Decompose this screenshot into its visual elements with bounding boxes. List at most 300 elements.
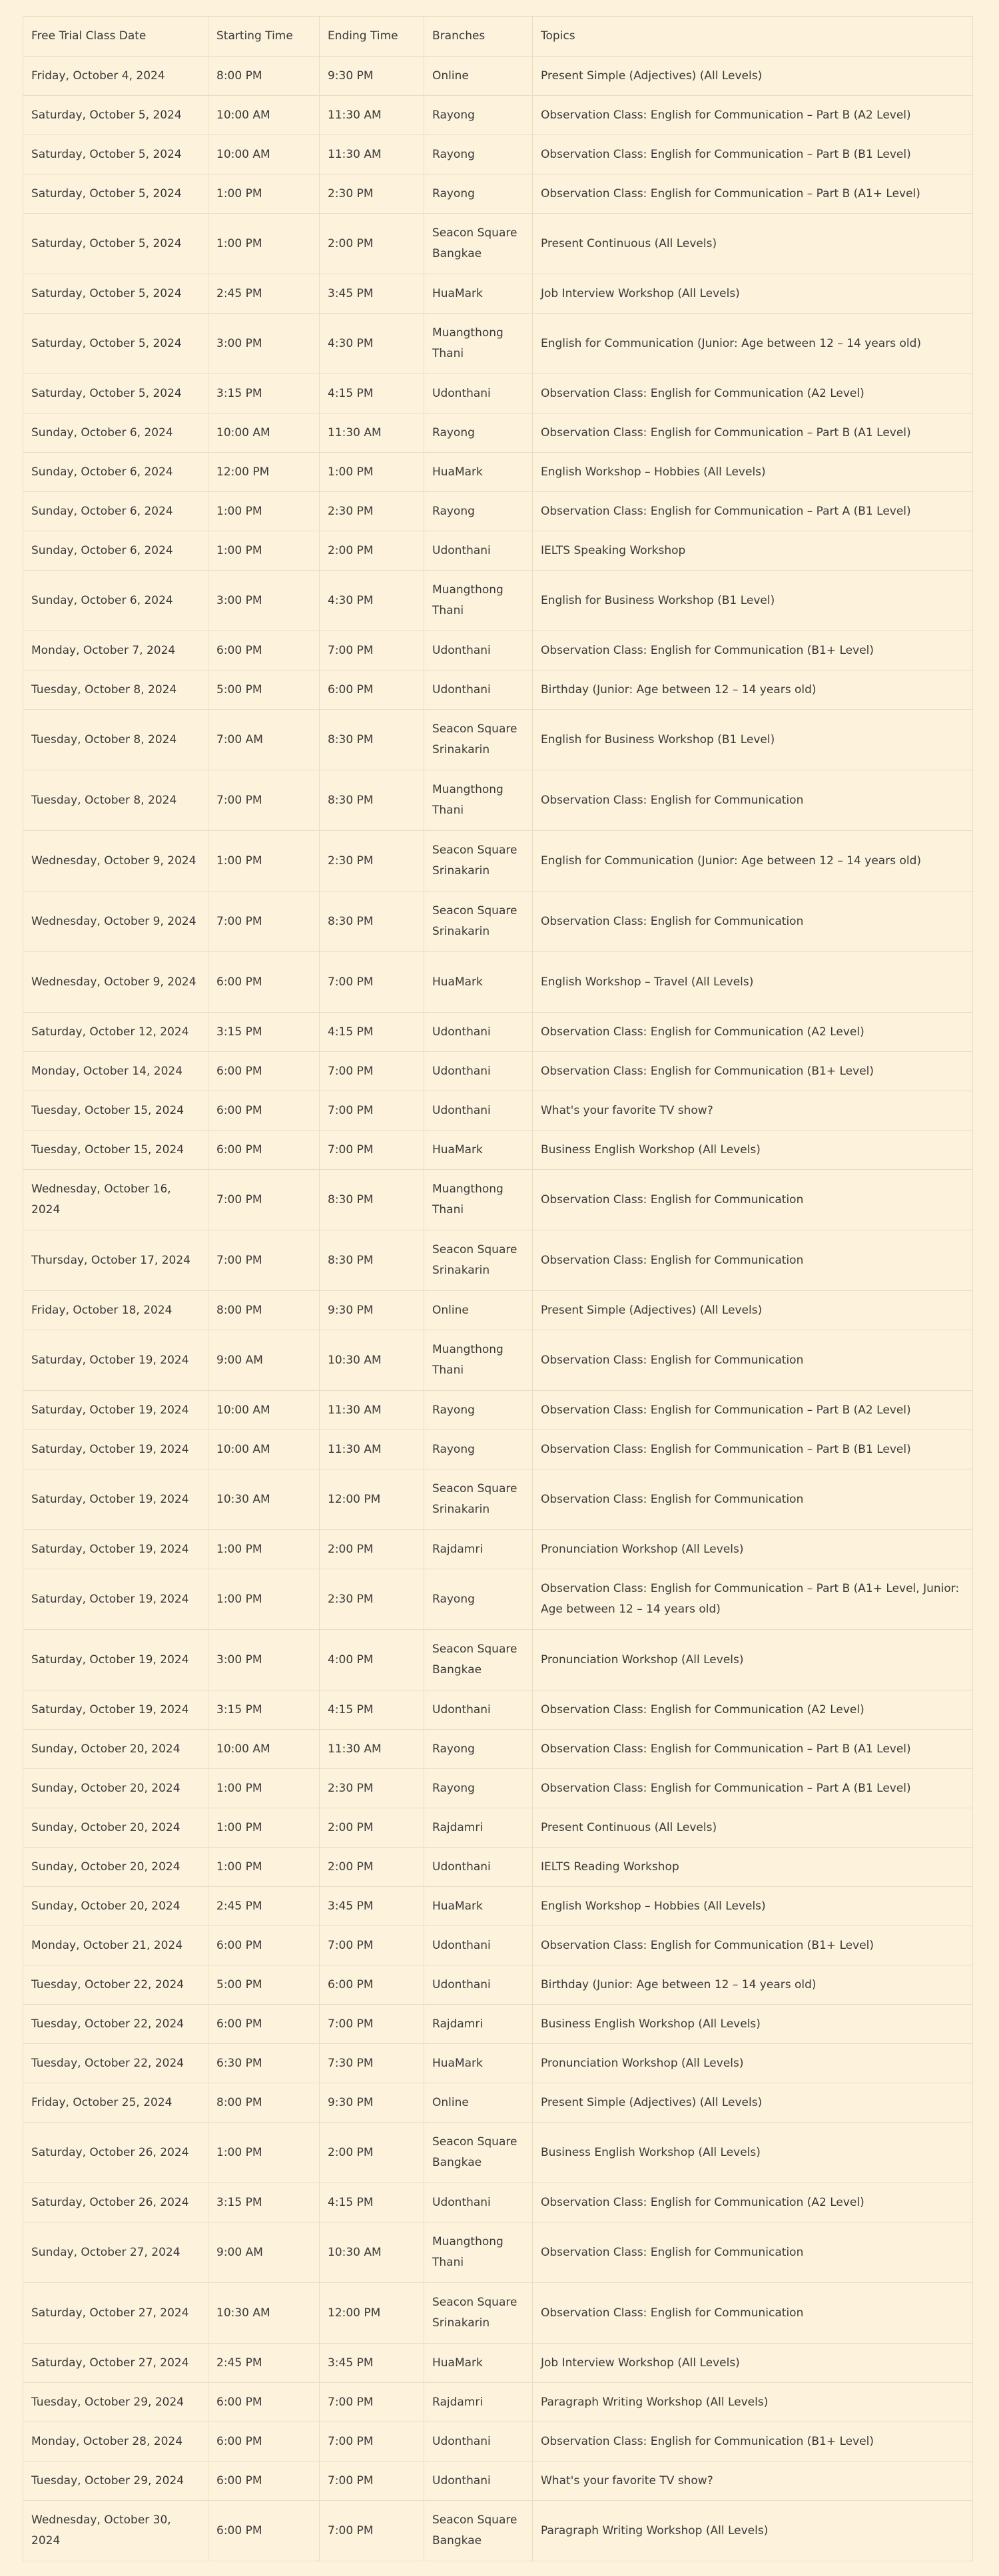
table-row (23, 952, 973, 1013)
cell-branch: HuaMark (424, 1887, 533, 1926)
cell-starting-time: 6:00 PM (208, 2005, 320, 2044)
table-row (23, 1013, 973, 1052)
cell-ending-time: 7:00 PM (320, 2422, 424, 2461)
cell-starting-time: 10:00 AM (208, 413, 320, 453)
cell-ending-time: 6:00 PM (320, 670, 424, 710)
cell-ending-time: 7:00 PM (320, 2383, 424, 2422)
table-row (23, 1887, 973, 1926)
table-row (23, 57, 973, 96)
table-header-row (23, 17, 973, 57)
cell-branch: Udonthani (424, 374, 533, 413)
cell-date: Saturday, October 26, 2024 (23, 2183, 208, 2222)
cell-date: Friday, October 4, 2024 (23, 57, 208, 96)
cell-starting-time: 10:00 AM (208, 96, 320, 135)
cell-starting-time: 2:45 PM (208, 274, 320, 314)
cell-starting-time: 3:15 PM (208, 374, 320, 413)
cell-topic: English Workshop – Hobbies (All Levels) (533, 453, 973, 492)
cell-topic: Observation Class: English for Communication – Part B (A1 Level) (533, 413, 973, 453)
table-row (23, 274, 973, 314)
table-row (23, 1330, 973, 1391)
cell-topic: IELTS Speaking Workshop (533, 531, 973, 571)
table-row (23, 770, 973, 831)
table-row (23, 314, 973, 374)
cell-topic: Business English Workshop (All Levels) (533, 1131, 973, 1170)
cell-ending-time: 2:00 PM (320, 531, 424, 571)
cell-branch: Muangthong Thani (424, 1330, 533, 1391)
cell-topic: Pronunciation Workshop (All Levels) (533, 1530, 973, 1569)
cell-starting-time: 1:00 PM (208, 492, 320, 531)
cell-starting-time: 10:30 AM (208, 2283, 320, 2344)
table-row (23, 1965, 973, 2005)
cell-topic: Present Simple (Adjectives) (All Levels) (533, 2083, 973, 2123)
cell-topic: Observation Class: English for Communication (A2 Level) (533, 374, 973, 413)
cell-branch: Udonthani (424, 2422, 533, 2461)
cell-branch: Muangthong Thani (424, 571, 533, 631)
cell-ending-time: 11:30 AM (320, 413, 424, 453)
table-row (23, 1630, 973, 1690)
cell-ending-time: 7:00 PM (320, 631, 424, 670)
cell-starting-time: 10:00 AM (208, 135, 320, 174)
cell-starting-time: 10:00 AM (208, 1730, 320, 1769)
cell-ending-time: 7:00 PM (320, 2005, 424, 2044)
table-row (23, 831, 973, 892)
cell-ending-time: 7:00 PM (320, 1052, 424, 1091)
cell-ending-time: 2:30 PM (320, 1769, 424, 1808)
cell-date: Sunday, October 20, 2024 (23, 1887, 208, 1926)
cell-topic: What's your favorite TV show? (533, 2461, 973, 2501)
table-row (23, 1569, 973, 1630)
cell-topic: Present Continuous (All Levels) (533, 214, 973, 274)
cell-topic: Observation Class: English for Communication (B1+ Level) (533, 1052, 973, 1091)
cell-starting-time: 6:00 PM (208, 1052, 320, 1091)
cell-topic: Observation Class: English for Communication (533, 2222, 973, 2283)
cell-starting-time: 3:15 PM (208, 1013, 320, 1052)
cell-starting-time: 10:00 AM (208, 1430, 320, 1469)
cell-date: Sunday, October 20, 2024 (23, 1730, 208, 1769)
cell-date: Monday, October 21, 2024 (23, 1926, 208, 1965)
cell-topic: English for Business Workshop (B1 Level) (533, 710, 973, 770)
cell-starting-time: 1:00 PM (208, 1848, 320, 1887)
cell-starting-time: 7:00 PM (208, 892, 320, 952)
table-row (23, 2344, 973, 2383)
cell-date: Saturday, October 26, 2024 (23, 2123, 208, 2183)
cell-ending-time: 8:30 PM (320, 892, 424, 952)
table-row (23, 631, 973, 670)
cell-topic: Observation Class: English for Communication – Part B (A1+ Level) (533, 174, 973, 214)
cell-ending-time: 11:30 AM (320, 135, 424, 174)
header-starting-time: Starting Time (208, 17, 320, 57)
cell-branch: Rayong (424, 1730, 533, 1769)
cell-ending-time: 12:00 PM (320, 1469, 424, 1530)
table-row (23, 174, 973, 214)
cell-ending-time: 2:30 PM (320, 174, 424, 214)
cell-topic: Observation Class: English for Communication (A2 Level) (533, 1013, 973, 1052)
cell-starting-time: 2:45 PM (208, 2344, 320, 2383)
cell-ending-time: 7:00 PM (320, 1091, 424, 1131)
cell-date: Friday, October 25, 2024 (23, 2083, 208, 2123)
cell-ending-time: 7:00 PM (320, 2461, 424, 2501)
cell-starting-time: 1:00 PM (208, 214, 320, 274)
table-row (23, 670, 973, 710)
cell-starting-time: 3:15 PM (208, 2183, 320, 2222)
cell-ending-time: 11:30 AM (320, 1430, 424, 1469)
cell-branch: Udonthani (424, 2183, 533, 2222)
cell-date: Wednesday, October 30, 2024 (23, 2501, 208, 2561)
cell-branch: Udonthani (424, 1690, 533, 1730)
cell-branch: Seacon Square Bangkae (424, 1630, 533, 1690)
cell-starting-time: 1:00 PM (208, 831, 320, 892)
cell-date: Monday, October 14, 2024 (23, 1052, 208, 1091)
cell-branch: HuaMark (424, 2344, 533, 2383)
cell-topic: What's your favorite TV show? (533, 1091, 973, 1131)
cell-branch: HuaMark (424, 274, 533, 314)
cell-date: Tuesday, October 29, 2024 (23, 2383, 208, 2422)
cell-branch: Rayong (424, 1769, 533, 1808)
cell-branch: Rajdamri (424, 2383, 533, 2422)
cell-branch: Udonthani (424, 1013, 533, 1052)
cell-branch: Seacon Square Srinakarin (424, 1230, 533, 1291)
table-row (23, 374, 973, 413)
cell-date: Friday, October 18, 2024 (23, 1291, 208, 1330)
cell-date: Tuesday, October 8, 2024 (23, 770, 208, 831)
cell-branch: Udonthani (424, 670, 533, 710)
cell-ending-time: 2:00 PM (320, 1530, 424, 1569)
cell-starting-time: 1:00 PM (208, 1808, 320, 1848)
cell-date: Saturday, October 19, 2024 (23, 1469, 208, 1530)
cell-topic: Observation Class: English for Communication (533, 2283, 973, 2344)
cell-ending-time: 2:00 PM (320, 1808, 424, 1848)
cell-branch: Udonthani (424, 1926, 533, 1965)
cell-date: Wednesday, October 9, 2024 (23, 831, 208, 892)
cell-starting-time: 6:00 PM (208, 1926, 320, 1965)
header-branches: Branches (424, 17, 533, 57)
cell-starting-time: 3:00 PM (208, 314, 320, 374)
cell-date: Wednesday, October 9, 2024 (23, 892, 208, 952)
table-row (23, 571, 973, 631)
cell-ending-time: 2:00 PM (320, 214, 424, 274)
cell-starting-time: 1:00 PM (208, 174, 320, 214)
cell-topic: Birthday (Junior: Age between 12 – 14 years old) (533, 670, 973, 710)
cell-ending-time: 4:30 PM (320, 571, 424, 631)
cell-topic: Observation Class: English for Communication (533, 892, 973, 952)
cell-starting-time: 5:00 PM (208, 1965, 320, 2005)
cell-topic: Pronunciation Workshop (All Levels) (533, 2044, 973, 2083)
cell-starting-time: 6:00 PM (208, 2383, 320, 2422)
cell-branch: Udonthani (424, 2461, 533, 2501)
cell-topic: Observation Class: English for Communication (533, 1230, 973, 1291)
cell-starting-time: 1:00 PM (208, 531, 320, 571)
cell-date: Saturday, October 12, 2024 (23, 1013, 208, 1052)
cell-starting-time: 7:00 PM (208, 1170, 320, 1230)
cell-branch: Muangthong Thani (424, 314, 533, 374)
cell-branch: Seacon Square Bangkae (424, 214, 533, 274)
cell-ending-time: 12:00 PM (320, 2283, 424, 2344)
table-row (23, 1730, 973, 1769)
cell-topic: Present Continuous (All Levels) (533, 1808, 973, 1848)
cell-starting-time: 6:00 PM (208, 2501, 320, 2561)
cell-topic: Job Interview Workshop (All Levels) (533, 274, 973, 314)
table-body (23, 57, 973, 2561)
cell-topic: Observation Class: English for Communication – Part B (A2 Level) (533, 1391, 973, 1430)
cell-starting-time: 9:00 AM (208, 2222, 320, 2283)
cell-branch: Seacon Square Srinakarin (424, 1469, 533, 1530)
table-row (23, 2222, 973, 2283)
cell-ending-time: 4:15 PM (320, 2183, 424, 2222)
cell-starting-time: 10:30 AM (208, 1469, 320, 1530)
cell-starting-time: 1:00 PM (208, 1769, 320, 1808)
cell-branch: Rajdamri (424, 1530, 533, 1569)
cell-branch: Online (424, 1291, 533, 1330)
cell-ending-time: 7:00 PM (320, 1926, 424, 1965)
table-row (23, 492, 973, 531)
cell-ending-time: 7:30 PM (320, 2044, 424, 2083)
cell-date: Tuesday, October 8, 2024 (23, 710, 208, 770)
cell-date: Saturday, October 27, 2024 (23, 2283, 208, 2344)
header-topics: Topics (533, 17, 973, 57)
table-row (23, 135, 973, 174)
cell-ending-time: 3:45 PM (320, 274, 424, 314)
cell-branch: Seacon Square Srinakarin (424, 710, 533, 770)
cell-branch: Udonthani (424, 1091, 533, 1131)
table-row (23, 1769, 973, 1808)
cell-starting-time: 6:00 PM (208, 952, 320, 1013)
cell-starting-time: 1:00 PM (208, 1569, 320, 1630)
table-row (23, 2083, 973, 2123)
cell-topic: Observation Class: English for Communication (533, 1330, 973, 1391)
cell-date: Sunday, October 6, 2024 (23, 571, 208, 631)
table-row (23, 2005, 973, 2044)
header-ending-time: Ending Time (320, 17, 424, 57)
cell-ending-time: 2:30 PM (320, 1569, 424, 1630)
cell-date: Saturday, October 5, 2024 (23, 96, 208, 135)
cell-starting-time: 6:00 PM (208, 2461, 320, 2501)
cell-topic: Present Simple (Adjectives) (All Levels) (533, 1291, 973, 1330)
cell-date: Tuesday, October 22, 2024 (23, 1965, 208, 2005)
cell-starting-time: 8:00 PM (208, 57, 320, 96)
cell-branch: Rayong (424, 174, 533, 214)
table-row (23, 1291, 973, 1330)
cell-date: Monday, October 28, 2024 (23, 2422, 208, 2461)
table-row (23, 2461, 973, 2501)
cell-ending-time: 9:30 PM (320, 1291, 424, 1330)
table-row (23, 1131, 973, 1170)
cell-date: Tuesday, October 8, 2024 (23, 670, 208, 710)
cell-date: Sunday, October 6, 2024 (23, 413, 208, 453)
header-date: Free Trial Class Date (23, 17, 208, 57)
cell-starting-time: 2:45 PM (208, 1887, 320, 1926)
cell-ending-time: 2:00 PM (320, 2123, 424, 2183)
table-row (23, 2044, 973, 2083)
cell-date: Tuesday, October 22, 2024 (23, 2005, 208, 2044)
cell-ending-time: 8:30 PM (320, 1230, 424, 1291)
cell-topic: Present Simple (Adjectives) (All Levels) (533, 57, 973, 96)
cell-topic: Business English Workshop (All Levels) (533, 2005, 973, 2044)
cell-ending-time: 4:30 PM (320, 314, 424, 374)
cell-date: Saturday, October 27, 2024 (23, 2344, 208, 2383)
cell-date: Saturday, October 19, 2024 (23, 1690, 208, 1730)
cell-starting-time: 6:00 PM (208, 631, 320, 670)
cell-date: Saturday, October 19, 2024 (23, 1630, 208, 1690)
cell-date: Thursday, October 17, 2024 (23, 1230, 208, 1291)
table-row (23, 1690, 973, 1730)
cell-ending-time: 9:30 PM (320, 2083, 424, 2123)
cell-date: Saturday, October 5, 2024 (23, 314, 208, 374)
table-row (23, 2283, 973, 2344)
cell-date: Saturday, October 19, 2024 (23, 1391, 208, 1430)
cell-date: Sunday, October 6, 2024 (23, 453, 208, 492)
cell-date: Tuesday, October 22, 2024 (23, 2044, 208, 2083)
table-row (23, 1469, 973, 1530)
table-row (23, 453, 973, 492)
cell-starting-time: 6:00 PM (208, 2422, 320, 2461)
table-row (23, 1430, 973, 1469)
cell-branch: HuaMark (424, 2044, 533, 2083)
cell-date: Wednesday, October 16, 2024 (23, 1170, 208, 1230)
table-row (23, 1091, 973, 1131)
cell-topic: Observation Class: English for Communication (533, 1170, 973, 1230)
cell-topic: Observation Class: English for Communication – Part B (B1 Level) (533, 135, 973, 174)
cell-branch: Seacon Square Srinakarin (424, 831, 533, 892)
cell-starting-time: 3:00 PM (208, 1630, 320, 1690)
cell-branch: Seacon Square Bangkae (424, 2501, 533, 2561)
table-row (23, 2383, 973, 2422)
cell-ending-time: 7:00 PM (320, 1131, 424, 1170)
cell-branch: Udonthani (424, 1052, 533, 1091)
cell-branch: Rayong (424, 1569, 533, 1630)
cell-date: Tuesday, October 15, 2024 (23, 1131, 208, 1170)
cell-date: Sunday, October 20, 2024 (23, 1808, 208, 1848)
cell-date: Tuesday, October 15, 2024 (23, 1091, 208, 1131)
cell-topic: IELTS Reading Workshop (533, 1848, 973, 1887)
cell-topic: Birthday (Junior: Age between 12 – 14 years old) (533, 1965, 973, 2005)
table-row (23, 1530, 973, 1569)
cell-branch: Rayong (424, 96, 533, 135)
table-row (23, 96, 973, 135)
cell-branch: Muangthong Thani (424, 770, 533, 831)
cell-topic: English Workshop – Travel (All Levels) (533, 952, 973, 1013)
free-trial-schedule-table (23, 16, 973, 2561)
table-row (23, 1170, 973, 1230)
cell-topic: English for Communication (Junior: Age between 12 – 14 years old) (533, 831, 973, 892)
cell-branch: Rayong (424, 135, 533, 174)
cell-ending-time: 7:00 PM (320, 952, 424, 1013)
cell-date: Saturday, October 19, 2024 (23, 1430, 208, 1469)
cell-date: Saturday, October 5, 2024 (23, 174, 208, 214)
cell-topic: English for Business Workshop (B1 Level) (533, 571, 973, 631)
cell-date: Saturday, October 19, 2024 (23, 1530, 208, 1569)
cell-starting-time: 6:00 PM (208, 1091, 320, 1131)
cell-ending-time: 11:30 AM (320, 96, 424, 135)
cell-ending-time: 4:00 PM (320, 1630, 424, 1690)
cell-ending-time: 8:30 PM (320, 710, 424, 770)
table-row (23, 531, 973, 571)
cell-starting-time: 1:00 PM (208, 2123, 320, 2183)
cell-date: Wednesday, October 9, 2024 (23, 952, 208, 1013)
cell-starting-time: 5:00 PM (208, 670, 320, 710)
cell-date: Sunday, October 27, 2024 (23, 2222, 208, 2283)
table-row (23, 2183, 973, 2222)
cell-topic: Paragraph Writing Workshop (All Levels) (533, 2501, 973, 2561)
table-row (23, 2422, 973, 2461)
cell-branch: Online (424, 57, 533, 96)
cell-topic: Observation Class: English for Communication (B1+ Level) (533, 1926, 973, 1965)
cell-ending-time: 11:30 AM (320, 1730, 424, 1769)
cell-topic: Pronunciation Workshop (All Levels) (533, 1630, 973, 1690)
cell-branch: Muangthong Thani (424, 2222, 533, 2283)
table-row (23, 1230, 973, 1291)
table-row (23, 1808, 973, 1848)
schedule-container (23, 16, 972, 2561)
cell-branch: Rajdamri (424, 1808, 533, 1848)
cell-date: Sunday, October 20, 2024 (23, 1848, 208, 1887)
cell-ending-time: 10:30 AM (320, 1330, 424, 1391)
cell-topic: Observation Class: English for Communication – Part B (A1+ Level, Junior: Age between 12 – 14 years old) (533, 1569, 973, 1630)
cell-date: Sunday, October 6, 2024 (23, 492, 208, 531)
cell-date: Saturday, October 19, 2024 (23, 1330, 208, 1391)
cell-topic: Observation Class: English for Communication – Part B (A1 Level) (533, 1730, 973, 1769)
table-row (23, 2123, 973, 2183)
cell-branch: Seacon Square Bangkae (424, 2123, 533, 2183)
cell-ending-time: 7:00 PM (320, 2501, 424, 2561)
cell-topic: Observation Class: English for Communication (A2 Level) (533, 1690, 973, 1730)
cell-ending-time: 10:30 AM (320, 2222, 424, 2283)
cell-topic: Observation Class: English for Communication (B1+ Level) (533, 631, 973, 670)
cell-date: Saturday, October 5, 2024 (23, 214, 208, 274)
cell-branch: Seacon Square Srinakarin (424, 2283, 533, 2344)
cell-branch: Udonthani (424, 1965, 533, 2005)
cell-date: Saturday, October 19, 2024 (23, 1569, 208, 1630)
cell-branch: Udonthani (424, 631, 533, 670)
cell-branch: Rayong (424, 1391, 533, 1430)
table-row (23, 1848, 973, 1887)
cell-starting-time: 9:00 AM (208, 1330, 320, 1391)
cell-ending-time: 11:30 AM (320, 1391, 424, 1430)
table-row (23, 2501, 973, 2561)
cell-ending-time: 4:15 PM (320, 374, 424, 413)
cell-branch: Rayong (424, 492, 533, 531)
cell-topic: Observation Class: English for Communication – Part B (A2 Level) (533, 96, 973, 135)
cell-branch: HuaMark (424, 1131, 533, 1170)
cell-ending-time: 3:45 PM (320, 1887, 424, 1926)
cell-topic: Observation Class: English for Communication – Part B (B1 Level) (533, 1430, 973, 1469)
cell-topic: Paragraph Writing Workshop (All Levels) (533, 2383, 973, 2422)
cell-date: Saturday, October 5, 2024 (23, 135, 208, 174)
cell-branch: HuaMark (424, 453, 533, 492)
cell-starting-time: 3:00 PM (208, 571, 320, 631)
cell-ending-time: 4:15 PM (320, 1690, 424, 1730)
cell-branch: Udonthani (424, 531, 533, 571)
cell-branch: HuaMark (424, 952, 533, 1013)
cell-ending-time: 4:15 PM (320, 1013, 424, 1052)
cell-starting-time: 12:00 PM (208, 453, 320, 492)
cell-date: Saturday, October 5, 2024 (23, 374, 208, 413)
cell-date: Saturday, October 5, 2024 (23, 274, 208, 314)
cell-branch: Rayong (424, 413, 533, 453)
table-row (23, 892, 973, 952)
cell-date: Sunday, October 6, 2024 (23, 531, 208, 571)
cell-topic: English Workshop – Hobbies (All Levels) (533, 1887, 973, 1926)
cell-branch: Rayong (424, 1430, 533, 1469)
cell-ending-time: 1:00 PM (320, 453, 424, 492)
cell-branch: Rajdamri (424, 2005, 533, 2044)
table-row (23, 214, 973, 274)
cell-starting-time: 7:00 PM (208, 1230, 320, 1291)
cell-starting-time: 7:00 PM (208, 770, 320, 831)
table-row (23, 1391, 973, 1430)
cell-starting-time: 6:00 PM (208, 1131, 320, 1170)
cell-ending-time: 9:30 PM (320, 57, 424, 96)
cell-starting-time: 8:00 PM (208, 1291, 320, 1330)
